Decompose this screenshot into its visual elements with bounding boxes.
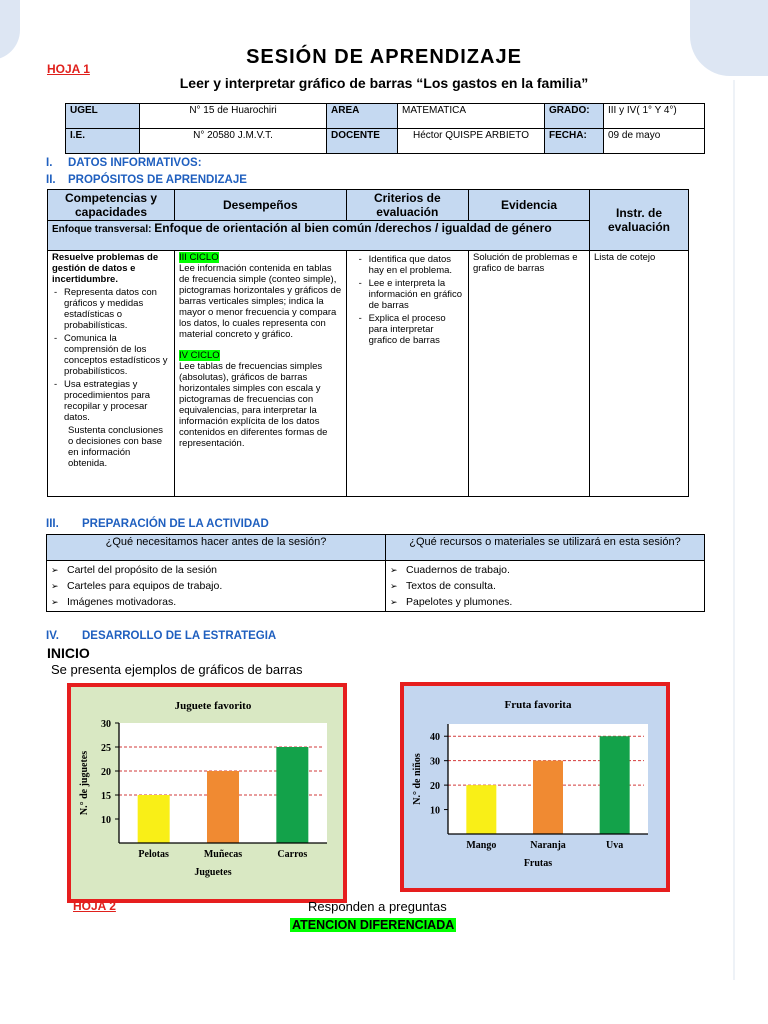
chart-frame-frutas bbox=[400, 682, 670, 892]
list-item: ➢ Carteles para equipos de trabajo. bbox=[51, 578, 381, 594]
chart-juguete-favorito bbox=[71, 687, 343, 899]
desempenos-cell bbox=[175, 251, 347, 497]
chart-title: Juguete favorito bbox=[174, 700, 252, 712]
y-tick-label: 20 bbox=[430, 781, 440, 793]
list-item: - Identifica que datos hay en el problema. bbox=[369, 254, 464, 276]
ciclo-3-badge: III CICLO bbox=[179, 252, 219, 263]
x-tick-label: Carros bbox=[277, 849, 308, 860]
margin-line bbox=[733, 80, 735, 980]
section-2-heading: II. PROPÓSITOS DE APRENDIZAJE bbox=[46, 174, 247, 186]
bar-uva bbox=[600, 736, 630, 834]
y-tick-label: 30 bbox=[101, 719, 111, 730]
ugel-label: UGEL bbox=[66, 104, 140, 129]
x-axis-label: Frutas bbox=[523, 858, 553, 869]
capacidad-extra: Sustenta conclusiones o decisiones con base en información obtenida. bbox=[68, 425, 164, 469]
grado-value: III y IV( 1° Y 4°) bbox=[604, 104, 705, 129]
preparacion-table bbox=[46, 534, 705, 612]
capacidades-list bbox=[52, 287, 170, 423]
y-tick-label: 10 bbox=[101, 815, 111, 826]
list-item: - Usa estrategias y procedimientos para recopilar y procesar datos. bbox=[64, 379, 170, 423]
docente-label: DOCENTE bbox=[327, 129, 398, 154]
page-title: SESIÓN DE APRENDIZAJE bbox=[246, 46, 522, 68]
y-tick-label: 30 bbox=[430, 756, 440, 768]
atencion-badge: ATENCION DIFERENCIADA bbox=[292, 918, 455, 932]
fecha-value: 09 de mayo bbox=[604, 129, 705, 154]
list-item: ➢ Imágenes motivadoras. bbox=[51, 594, 381, 610]
list-item: ➢ Textos de consulta. bbox=[390, 578, 700, 594]
criterios-list bbox=[357, 254, 464, 346]
list-item: - Representa datos con gráficos y medidas estadísticas o probabilísticas. bbox=[64, 287, 170, 331]
y-tick-label: 20 bbox=[101, 767, 111, 778]
chart-title: Fruta favorita bbox=[504, 699, 572, 711]
section-3-heading: III. PREPARACIÓN DE LA ACTIVIDAD bbox=[46, 518, 269, 530]
header-competencias: Competencias y capacidades bbox=[48, 190, 175, 221]
responden-text: Responden a preguntas bbox=[308, 899, 447, 914]
bar-naranja bbox=[533, 761, 563, 834]
inicio-heading: INICIO bbox=[47, 645, 90, 661]
ie-label: I.E. bbox=[66, 129, 140, 154]
bar-mango bbox=[466, 785, 496, 834]
ciclo-3-text: Lee información contenida en tablas de frecuencia simple (conteo simple), pictogramas horizontales y gráficos de barras verticales simples; indica la mayor o menor frecuencia y compara los datos, lo cuales representa con material concreto y gráfico. bbox=[179, 263, 342, 340]
header-criterios: Criterios de evaluación bbox=[346, 190, 468, 221]
y-tick-label: 15 bbox=[101, 791, 111, 802]
lead-text: Se presenta ejemplos de gráficos de barras bbox=[51, 662, 303, 677]
criterios-cell bbox=[346, 251, 468, 497]
competencias-cell: Resuelve problemas de gestión de datos e incertidumbre. - Representa datos con gráficos y medidas estadísticas o probabilísticas. - Comunica la comprensión de los conceptos estadísticos y probabilísticos. - Usa estrategias y procedimientos para recopilar y procesar datos. Sustenta conclusiones o decisiones con base en información obtenida. bbox=[48, 251, 175, 497]
area-label: AREA bbox=[327, 104, 398, 129]
ugel-value: N° 15 de Huarochiri bbox=[140, 104, 327, 129]
x-tick-label: Uva bbox=[606, 840, 624, 851]
question-recursos: ¿Qué recursos o materiales se utilizará en esta sesión? bbox=[386, 535, 705, 561]
grado-label: GRADO: bbox=[545, 104, 604, 129]
header-instrumento: Instr. de evaluación bbox=[590, 190, 689, 251]
x-axis-label: Juguetes bbox=[194, 867, 232, 878]
enfoque-row: Enfoque transversal: Enfoque de orientación al bien común /derechos / igualdad de género bbox=[48, 221, 590, 251]
y-tick-label: 10 bbox=[430, 805, 440, 817]
recursos-cell bbox=[386, 561, 705, 612]
header-desempenos: Desempeños bbox=[175, 190, 347, 221]
propositos-table bbox=[47, 189, 689, 497]
list-item: - Comunica la comprensión de los conceptos estadísticos y probabilísticos. bbox=[64, 333, 170, 377]
y-axis-label: N.° de juguetes bbox=[79, 750, 90, 816]
bar-carros bbox=[276, 747, 308, 843]
docente-value: Héctor QUISPE ARBIETO bbox=[398, 129, 545, 154]
section-1-heading: I. DATOS INFORMATIVOS: bbox=[46, 157, 202, 169]
list-item: ➢ Papelotes y plumones. bbox=[390, 594, 700, 610]
section-4-heading: IV. DESARROLLO DE LA ESTRATEGIA bbox=[46, 630, 277, 642]
list-item: ➢ Cartel del propósito de la sesión bbox=[51, 562, 381, 578]
evidencia-cell: Solución de problemas e grafico de barras bbox=[469, 251, 590, 497]
instrumento-cell: Lista de cotejo bbox=[590, 251, 689, 497]
ciclo-4-text: Lee tablas de frecuencias simples (absolutas), gráficos de barras horizontales simples con escala y pictogramas de frecuencias con equivalencias, para interpretar la información explícita de los datos contenidos en diferentes formas de representación. bbox=[179, 361, 328, 449]
sheet-2-label: HOJA 2 bbox=[73, 899, 116, 913]
info-table bbox=[65, 103, 705, 154]
y-axis-label: N.° de niños bbox=[412, 753, 423, 805]
page-subtitle: Leer y interpretar gráfico de barras “Los gastos en la familia” bbox=[179, 75, 589, 91]
list-item: - Explica el proceso para interpretar grafico de barras bbox=[369, 313, 464, 346]
chart-frame-juguetes bbox=[67, 683, 347, 903]
x-tick-label: Naranja bbox=[530, 840, 566, 851]
x-tick-label: Mango bbox=[466, 840, 497, 851]
x-tick-label: Muñecas bbox=[203, 849, 243, 860]
header-evidencia: Evidencia bbox=[469, 190, 590, 221]
y-tick-label: 40 bbox=[430, 732, 440, 744]
bar-pelotas bbox=[138, 795, 170, 843]
fecha-label: FECHA: bbox=[545, 129, 604, 154]
y-tick-label: 25 bbox=[101, 743, 111, 754]
bar-muñecas bbox=[207, 771, 239, 843]
list-item: - Lee e interpreta la información en gráfico de barras bbox=[369, 278, 464, 311]
antes-cell bbox=[47, 561, 386, 612]
ie-value: N° 20580 J.M.V.T. bbox=[140, 129, 327, 154]
x-tick-label: Pelotas bbox=[138, 849, 169, 860]
question-antes: ¿Qué necesitamos hacer antes de la sesión? bbox=[47, 535, 386, 561]
area-value: MATEMATICA bbox=[398, 104, 545, 129]
chart-fruta-favorita bbox=[404, 686, 666, 888]
sheet-label: HOJA 1 bbox=[47, 62, 90, 76]
ciclo-4-badge: IV CICLO bbox=[179, 350, 220, 361]
list-item: ➢ Cuadernos de trabajo. bbox=[390, 562, 700, 578]
